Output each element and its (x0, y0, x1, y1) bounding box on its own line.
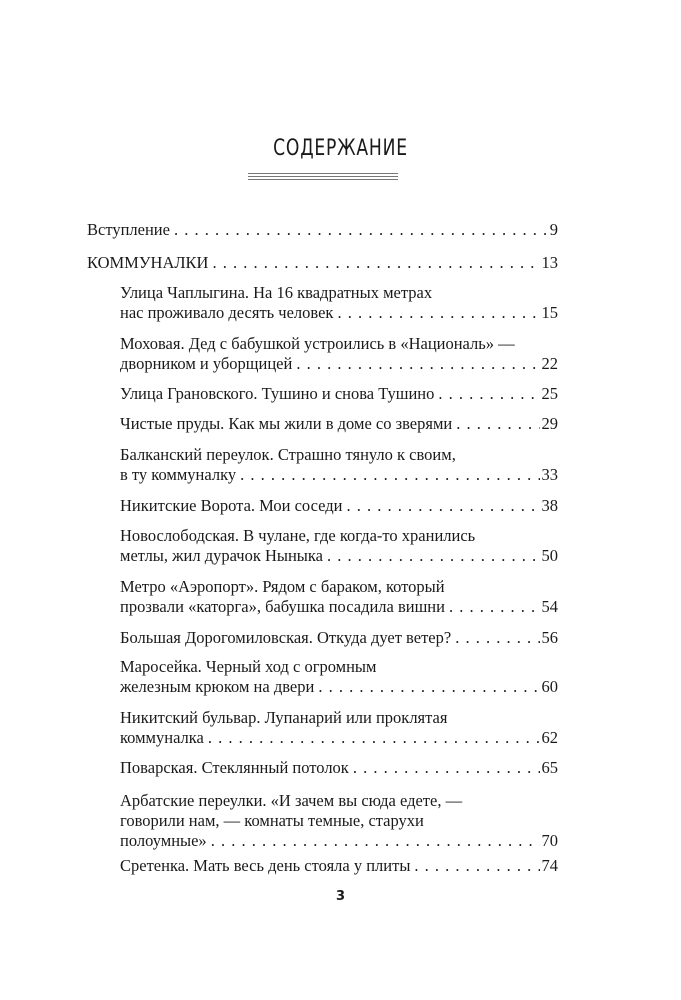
toc-entry-page: 15 (541, 303, 558, 322)
toc-entry-page: 60 (541, 677, 558, 696)
toc-entry-last-line (120, 856, 558, 876)
toc-entry-title: Чистые пруды. Как мы жили в доме со зверями (120, 414, 453, 433)
toc-entry-line: Арбатские переулки. «И зачем вы сюда едете, — (120, 791, 463, 810)
toc-entry (120, 526, 558, 566)
toc-entry (120, 657, 558, 697)
toc-entry-line: говорили нам, — комнаты темные, старухи (120, 811, 424, 830)
toc-entry-last-line (120, 597, 558, 617)
toc-entry-line: Моховая. Дед с бабушкой устроились в «Националь» — (120, 334, 515, 353)
toc-entry-line: Метро «Аэропорт». Рядом с бараком, который (120, 577, 445, 596)
toc-entry-last-line (120, 758, 558, 778)
toc-entry-page: 65 (541, 758, 558, 777)
toc-entry (87, 220, 558, 240)
toc-entry (120, 628, 558, 648)
toc-entry-last-line (120, 414, 558, 434)
toc-entry (120, 496, 558, 516)
dot-leader (207, 831, 540, 851)
dot-leader (349, 758, 540, 778)
toc-entry (120, 283, 558, 323)
toc-entry (120, 758, 558, 778)
toc-entry-page: 25 (541, 384, 558, 403)
toc-entry-title: нас проживало десять человек (120, 303, 334, 322)
toc-entry (120, 334, 558, 374)
page-title: СОДЕРЖАНИЕ (273, 136, 408, 161)
toc-entry-page: 56 (541, 628, 558, 647)
toc-entry-last-line (120, 384, 558, 404)
toc-entry-title: метлы, жил дурачок Ныныка (120, 546, 323, 565)
dot-leader (333, 303, 539, 323)
toc-entry-last-line (120, 496, 558, 516)
toc-entry-last-line (120, 831, 558, 851)
toc-entry-line: Улица Чаплыгина. На 16 квадратных метрах (120, 283, 433, 302)
toc-entry-page: 38 (541, 496, 558, 515)
toc-entry-page: 29 (541, 414, 558, 433)
toc-entry-page: 74 (541, 856, 558, 875)
toc-entry-page: 13 (541, 253, 558, 272)
dot-leader (292, 354, 539, 374)
dot-leader (204, 728, 540, 748)
dot-leader (410, 856, 539, 876)
dot-leader (434, 384, 539, 404)
dot-leader (170, 220, 548, 240)
toc-entry-line: Никитский бульвар. Лупанарий или проклятая (120, 708, 448, 727)
toc-entry (120, 791, 558, 851)
toc-entry-last-line (120, 728, 558, 748)
toc-entry-page: 33 (541, 465, 558, 484)
toc-entry-title: полоумные» (120, 831, 207, 850)
toc-entry (120, 445, 558, 485)
toc-entry-title: Поварская. Стеклянный потолок (120, 758, 349, 777)
toc-entry-title: Большая Дорогомиловская. Откуда дует ветер? (120, 628, 452, 647)
dot-leader (342, 496, 539, 516)
dot-leader (314, 677, 539, 697)
toc-entry (120, 384, 558, 404)
toc-entry-title: КОММУНАЛКИ (87, 253, 209, 272)
toc-entry-last-line (120, 354, 558, 374)
dot-leader (452, 414, 539, 434)
toc-entry-page: 50 (541, 546, 558, 565)
toc-entry-line: Балканский переулок. Страшно тянуло к своим, (120, 445, 456, 464)
toc-entry-title: Никитские Ворота. Мои соседи (120, 496, 343, 515)
toc-entry-page: 62 (541, 728, 558, 747)
toc-entry-line: Маросейка. Черный ход с огромным (120, 657, 377, 676)
dot-leader (451, 628, 539, 648)
toc-entry-last-line (87, 220, 558, 240)
toc-entry (120, 577, 558, 617)
toc-entry (120, 856, 558, 876)
toc-entry-last-line (120, 677, 558, 697)
dot-leader (323, 546, 540, 566)
toc-entry-title: коммуналка (120, 728, 204, 747)
toc-entry (120, 708, 558, 748)
toc-entry-page: 70 (541, 831, 558, 850)
toc-entry-page: 9 (549, 220, 558, 239)
toc-entry-title: Улица Грановского. Тушино и снова Тушино (120, 384, 435, 403)
toc-entry-title: в ту коммуналку (120, 465, 237, 484)
toc-entry-title: прозвали «каторга», бабушка посадила вишни (120, 597, 445, 616)
toc-entry-last-line (120, 546, 558, 566)
page-number: 3 (335, 889, 346, 904)
toc-entry-page: 54 (541, 597, 558, 616)
dot-leader (445, 597, 540, 617)
toc-entry (87, 253, 558, 273)
toc-entry-title: Сретенка. Мать весь день стояла у плиты (120, 856, 411, 875)
dot-leader (236, 465, 539, 485)
toc-entry-last-line (120, 303, 558, 323)
toc-entry-title: железным крюком на двери (120, 677, 315, 696)
toc-entry-last-line (120, 465, 558, 485)
toc-entry-title: Вступление (87, 220, 170, 239)
dot-leader (208, 253, 539, 273)
toc-entry-page: 22 (541, 354, 558, 373)
toc-entry-title: дворником и уборщицей (120, 354, 293, 373)
toc-entry-last-line (87, 253, 558, 273)
toc-entry-line: Новослободская. В чулане, где когда-то хранились (120, 526, 476, 545)
toc-entry (120, 414, 558, 434)
toc-entry-last-line (120, 628, 558, 648)
